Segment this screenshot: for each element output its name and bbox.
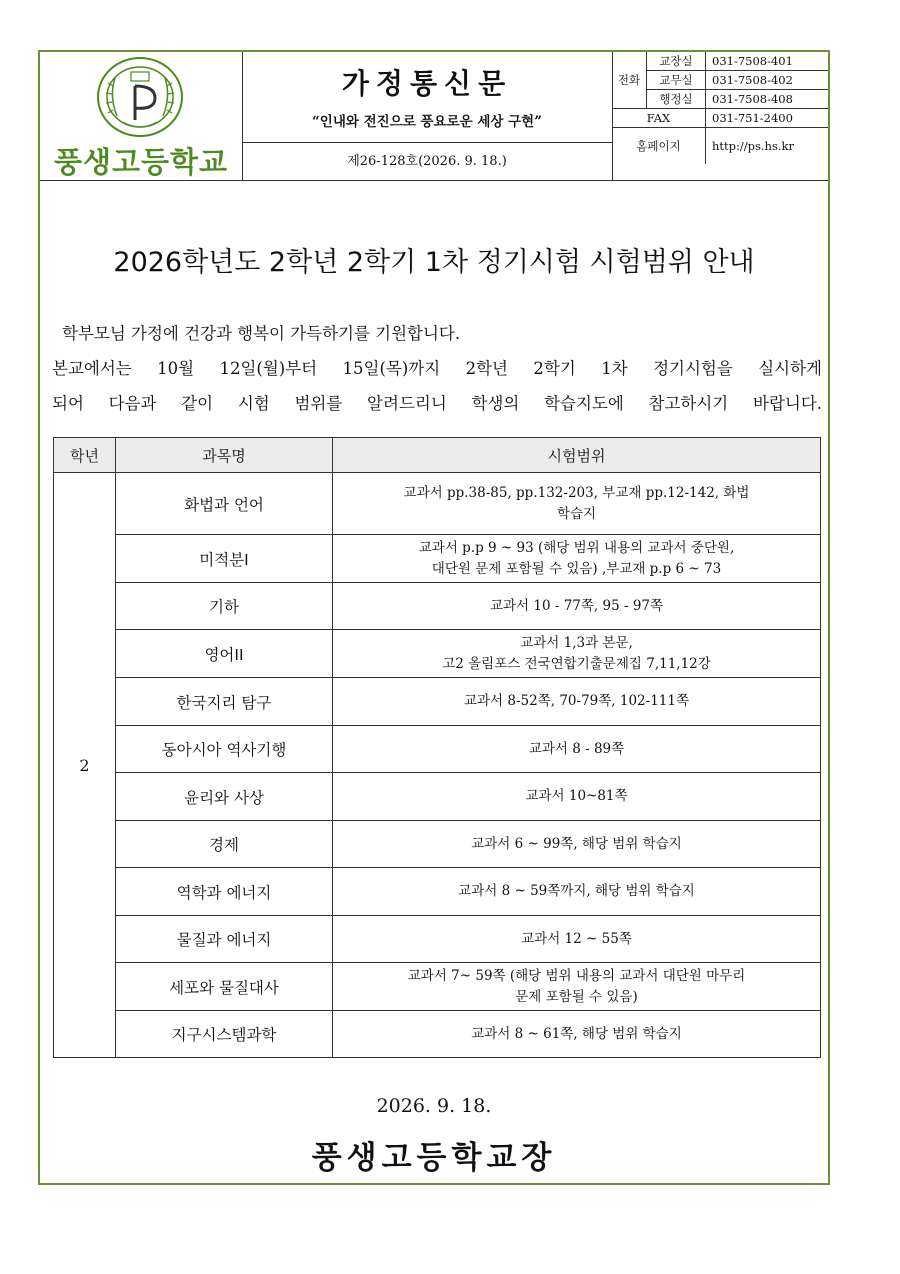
issue-date: 2026. 9. 18. — [376, 1095, 492, 1117]
range-line: 교과서 pp.38-85, pp.132-203, 부교재 pp.12-142, 화법 — [403, 484, 750, 501]
table-row — [54, 535, 821, 583]
office-label: 교무실 — [647, 71, 706, 90]
table-body — [54, 473, 821, 1058]
subject-cell: 세포와 물질대사 — [116, 963, 333, 1011]
subject-cell: 화법과 언어 — [116, 473, 333, 535]
subject-cell: 지구시스템과학 — [116, 1011, 333, 1058]
range-line: 문제 포함될 수 있음) — [515, 988, 638, 1005]
homepage-link[interactable]: http://ps.hs.kr — [706, 128, 829, 165]
subject-cell: 경제 — [116, 821, 333, 868]
table-row — [54, 1011, 821, 1058]
range-cell — [333, 583, 821, 630]
range-cell — [333, 630, 821, 678]
table-row — [54, 821, 821, 868]
issue-number: 제26-128호(2026. 9. 18.) — [242, 142, 612, 181]
office-number: 031-7508-401 — [706, 52, 829, 71]
column-header-range: 시험범위 — [333, 438, 821, 473]
school-motto: “인내와 전진으로 풍요로운 세상 구현” — [312, 114, 542, 130]
fax-number: 031-751-2400 — [706, 109, 829, 128]
range-line: 고2 올림포스 전국연합기출문제집 7,11,12강 — [442, 655, 711, 672]
range-line: 학습지 — [556, 505, 597, 522]
homepage-label: 홈페이지 — [612, 128, 706, 165]
grade-cell: 2 — [54, 473, 116, 1058]
subject-cell: 영어II — [116, 630, 333, 678]
table-row — [54, 773, 821, 821]
subject-cell: 동아시아 역사기행 — [116, 726, 333, 773]
range-cell — [333, 868, 821, 916]
range-line: 교과서 8 - 89쪽 — [528, 740, 625, 757]
newsletter-frame — [38, 50, 830, 1185]
logo-cell — [40, 52, 243, 180]
range-line: 교과서 12 ~ 55쪽 — [521, 930, 632, 947]
range-line: 대단원 문제 포함될 수 있음) ,부교재 p.p 6 ~ 73 — [431, 560, 722, 577]
exam-range-table — [53, 437, 821, 1058]
range-cell — [333, 678, 821, 726]
page-title: 2026학년도 2학년 2학기 1차 정기시험 시험범위 안내 — [113, 247, 755, 278]
column-header-grade: 학년 — [54, 438, 116, 473]
office-label: 행정실 — [647, 90, 706, 109]
range-cell — [333, 773, 821, 821]
subject-cell: 미적분I — [116, 535, 333, 583]
intro-line: 본교에서는 10월 12일(월)부터 15일(목)까지 2학년 2학기 1차 정기시험을 실시하게 — [52, 359, 822, 378]
table-row — [54, 473, 821, 535]
header — [40, 52, 828, 181]
table-row — [54, 726, 821, 773]
range-line: 교과서 10~81쪽 — [525, 788, 628, 804]
range-line: 교과서 1,3과 본문, — [520, 634, 633, 651]
range-cell — [333, 473, 821, 535]
range-line: 교과서 8 ~ 59쪽까지, 해당 범위 학습지 — [458, 883, 695, 899]
range-cell — [333, 1011, 821, 1058]
range-cell — [333, 535, 821, 583]
range-line: 교과서 8-52쪽, 70-79쪽, 102-111쪽 — [463, 693, 690, 709]
intro-line: 되어 다음과 같이 시험 범위를 알려드리니 학생의 학습지도에 참고하시기 바랍니다. — [52, 394, 822, 413]
office-label: 교장실 — [647, 52, 706, 71]
subject-cell: 물질과 에너지 — [116, 916, 333, 963]
title-cell — [242, 52, 613, 180]
principal-signature: 풍생고등학교장 — [311, 1140, 557, 1176]
table-row — [54, 630, 821, 678]
range-line: 교과서 10 - 77쪽, 95 - 97쪽 — [489, 597, 664, 614]
subject-cell: 한국지리 탐구 — [116, 678, 333, 726]
table-row — [54, 583, 821, 630]
office-number: 031-7508-408 — [706, 90, 829, 109]
range-cell — [333, 916, 821, 963]
range-line: 교과서 6 ~ 99쪽, 해당 범위 학습지 — [471, 835, 682, 852]
intro-text — [52, 316, 822, 421]
fax-label: FAX — [612, 109, 706, 128]
table-row — [54, 916, 821, 963]
range-line: 교과서 7~ 59쪽 (해당 범위 내용의 교과서 대단원 마무리 — [407, 967, 746, 984]
table-row — [54, 678, 821, 726]
subject-cell: 기하 — [116, 583, 333, 630]
range-cell — [333, 726, 821, 773]
newsletter-title: 가정통신문 — [341, 67, 513, 100]
range-cell — [333, 821, 821, 868]
range-cell — [333, 963, 821, 1011]
intro-line: 학부모님 가정에 건강과 행복이 가득하기를 기원합니다. — [62, 324, 461, 343]
column-header-subject: 과목명 — [116, 438, 333, 473]
range-line: 교과서 p.p 9 ~ 93 (해당 범위 내용의 교과서 중단원, — [418, 539, 735, 556]
table-row — [54, 963, 821, 1011]
contact-info — [612, 52, 828, 180]
school-seal-icon — [95, 56, 185, 138]
office-number: 031-7508-402 — [706, 71, 829, 90]
table-row — [54, 868, 821, 916]
phone-label: 전화 — [612, 52, 647, 109]
school-name: 풍생고등학교 — [53, 145, 229, 179]
subject-cell: 역학과 에너지 — [116, 868, 333, 916]
range-line: 교과서 8 ~ 61쪽, 해당 범위 학습지 — [471, 1025, 682, 1042]
subject-cell: 윤리와 사상 — [116, 773, 333, 821]
